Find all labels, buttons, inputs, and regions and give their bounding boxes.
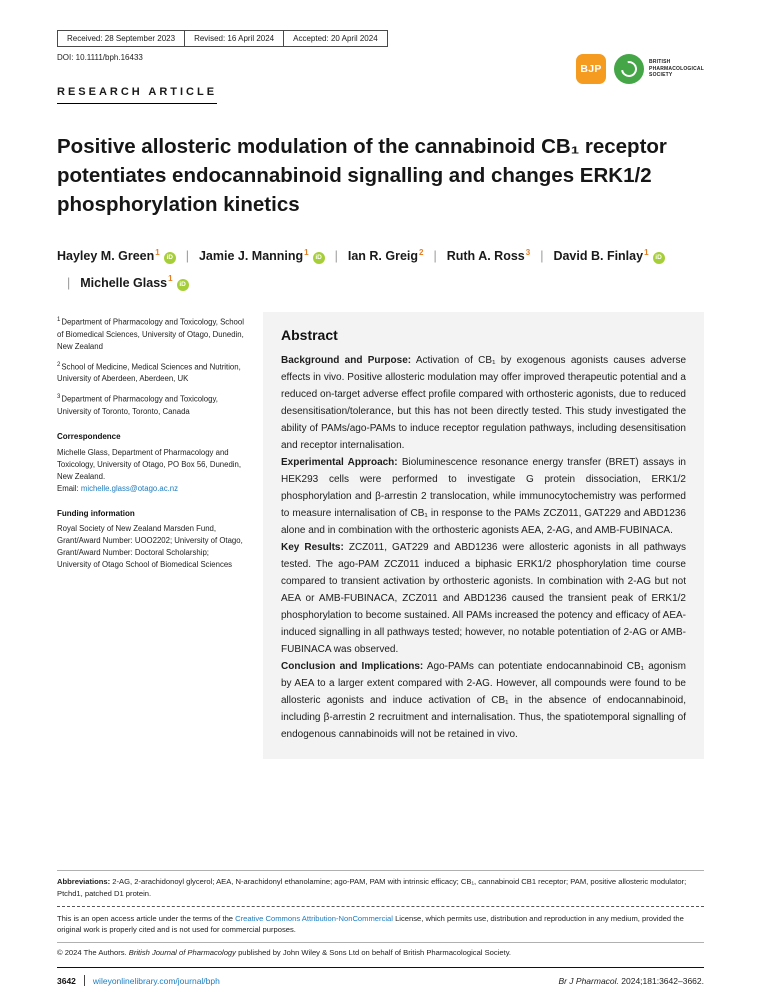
author: Jamie J. Manning$^1$iD [199, 249, 325, 263]
history-dates-box [57, 30, 388, 47]
bps-logo-icon [614, 54, 644, 84]
left-sidebar [57, 312, 245, 759]
bottom-matter [57, 854, 704, 986]
accepted-date: Accepted: 20 April 2024 [293, 34, 378, 43]
footer-bar [57, 967, 704, 986]
affiliation-superscript: 1 [155, 248, 160, 258]
citation: Br J Pharmacol. 2024;181:3642–3662. [558, 975, 704, 986]
author-separator: | [540, 249, 544, 264]
footer-divider [84, 975, 85, 986]
abstract-heading: Abstract [281, 326, 338, 343]
affiliation-superscript: 1 [168, 274, 173, 284]
author: Ruth A. Ross$^3$ [446, 248, 531, 264]
bps-logo [614, 54, 704, 84]
author-separator: | [185, 249, 189, 264]
header [57, 28, 704, 104]
orcid-icon[interactable]: iD [313, 252, 325, 264]
affiliation-superscript: 1 [644, 248, 649, 258]
orcid-icon[interactable]: iD [653, 252, 665, 264]
correspondence-text: Michelle Glass, Department of Pharmacology and Toxicology, University of Otago, PO Box 56, Dunedin, New Zealand. [57, 447, 242, 481]
author-list [57, 243, 704, 296]
affiliation-superscript: 1 [304, 248, 309, 258]
abstract-box [263, 312, 704, 759]
journal-logos [576, 54, 704, 84]
article-title: Positive allosteric modulation of the cannabinoid CB₁ receptor potentiates endocannabinoid signalling and changes ERK1/2 phosphorylation kinetics [57, 135, 667, 217]
received-date: Received: 28 September 2023 [58, 31, 185, 46]
author-separator: | [67, 275, 71, 290]
journal-website-link[interactable]: wileyonlinelibrary.com/journal/bph [92, 975, 220, 986]
email-link[interactable]: michelle.glass@otago.ac.nz [80, 483, 179, 493]
author-separator: | [334, 249, 338, 264]
bjp-logo-icon: BJP [576, 54, 606, 84]
author: Hayley M. Green$^1$iD [57, 249, 176, 263]
affiliation-superscript: 3 [525, 248, 531, 258]
author: Ian R. Greig$^2$ [347, 248, 424, 264]
correspondence-email-line: Email: michelle.glass@otago.ac.nz [57, 483, 179, 493]
main-columns [57, 312, 704, 759]
abstract-conclusion: Conclusion and Implications: Ago-PAMs can potentiate endocannabinoid CB₁ agonism by AEA to a larger extent compared with 2-AG. However, all compounds were found to be allosteric agonists and induce activation of CB₁ in the absence of endocannabinoid, including β-arrestin 2 recruitment and internalisation. Thus, the spatiotemporal signalling of endogenous cannabinoids will not be retained in vivo. [281, 660, 687, 740]
revised-date: Revised: 16 April 2024 [185, 31, 284, 46]
affiliation-1: $^1$Department of Pharmacology and Toxicology, School of Biomedical Sciences, University of Otago, Dunedin, New Zealand [57, 316, 244, 351]
affiliation-superscript: 2 [419, 248, 424, 258]
bps-logo-text: BRITISH PHARMACOLOGICAL SOCIETY [649, 58, 704, 79]
affiliation-3: $^3$Department of Pharmacology and Toxicology, University of Toronto, Toronto, Canada [57, 394, 218, 417]
correspondence-heading: Correspondence [57, 432, 121, 442]
orcid-icon[interactable]: iD [177, 279, 189, 291]
article-type-label: RESEARCH ARTICLE [57, 86, 217, 104]
abstract-key-results: Key Results: ZCZ011, GAT229 and ABD1236 were allosteric agonists in all pathways tested. The ago-PAM ZCZ011 induced a biphasic ERK1/2 phosphorylation time course compared to transient activation by orthosteric agonists. In combination with 2-AG but not AEA or AMB-FUBINACA, ZCZ011 and ABD1236 caused the transient peak of ERK1/2 phosphorylation to become sustained. All PAMs increased the potency and efficacy of AEA-induced signalling in all pathways tested; however, no notable potentiation of 2-AG or AMB-FUBINACA was observed. [281, 541, 687, 655]
author: David B. Finlay$^1$iD [553, 249, 664, 263]
cc-license-link[interactable]: Creative Commons Attribution-NonCommercial [235, 913, 393, 923]
open-access-statement: This is an open access article under the terms of the Creative Commons Attribution-NonCommercial License, which permits use, distribution and reproduction in any medium, provided the original work is properly cited and is not used for commercial purposes. [57, 913, 684, 935]
abbreviations: Abbreviations: 2-AG, 2-arachidonoyl glycerol; AEA, N-arachidonyl ethanolamine; ago-PAM, PAM with intrinsic efficacy; CB₁, cannabinoid CB1 receptor; PAM, positive allosteric modulator; Ptchd1, patched D1 protein. [57, 877, 687, 898]
author-separator: | [433, 249, 437, 264]
author: Michelle Glass$^1$iD [80, 276, 188, 290]
page-number: 3642 [57, 975, 76, 986]
doi: DOI: 10.1111/bph.16433 [57, 53, 143, 62]
orcid-icon[interactable]: iD [164, 252, 176, 264]
affiliation-2: $^2$School of Medicine, Medical Sciences and Nutrition, University of Aberdeen, Aberdeen, UK [57, 361, 241, 384]
footer-left [57, 975, 220, 986]
funding-heading: Funding information [57, 508, 135, 518]
copyright-statement: © 2024 The Authors. British Journal of Pharmacology published by John Wiley & Sons Ltd on behalf of British Pharmacological Society. [57, 948, 512, 958]
abstract-background: Background and Purpose: Activation of CB₁ by exogenous agonists causes adverse effects in vivo. Positive allosteric modulation may offer improved therapeutic potential and a reduced on-target adverse effect profile compared with orthosteric agonists, due to reduced desensitisation/tolerance, but this has not been directly tested. This study investigated the ability of PAMs/ago-PAMs to induce receptor regulation pathways, including desensitisation and receptor internalisation. [281, 354, 687, 451]
abstract-approach: Experimental Approach: Bioluminescence resonance energy transfer (BRET) assays in HEK293 cells were performed to investigate G protein dissociation, ERK1/2 phosphorylation and β-arrestin 2 translocation, while immunocytochemistry was performed to measure internalisation of CB₁ in response to the PAMs ZCZ011, GAT229 and ABD1236 alone and in combination with the orthosteric agonists AEA, 2-AG, and AMB-FUBINACA. [281, 456, 686, 536]
funding-text: Royal Society of New Zealand Marsden Fund, Grant/Award Number: UOO2202; University of Otago, Grant/Award Number: Doctoral Scholarship; University of Otago School of Biomedical Sciences [57, 524, 243, 570]
